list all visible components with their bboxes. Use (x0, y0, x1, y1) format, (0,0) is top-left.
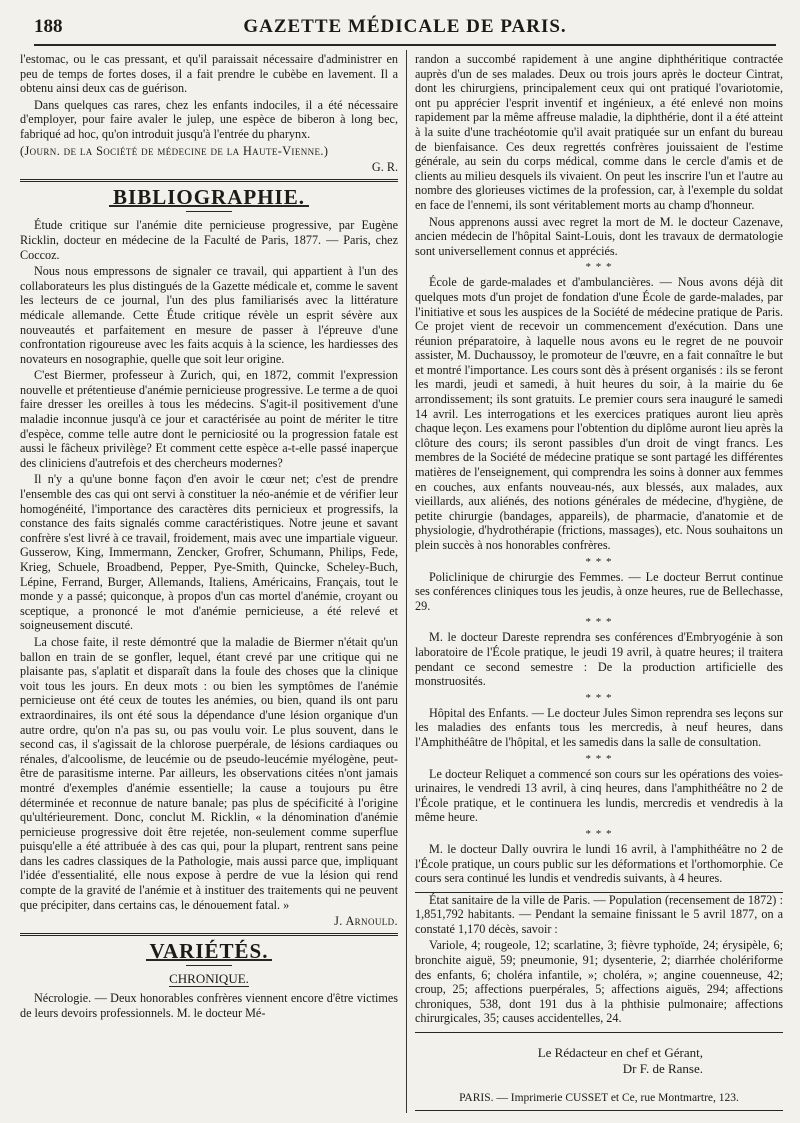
intro-source: (Journ. de la Société de médecine de la Haute-Vienne.) (20, 143, 329, 158)
ornament-stars-4: * * * (585, 691, 613, 704)
necrology-paragraph: Nécrologie. — Deux honorables confrères viennent encore d'être victimes de leurs devoirs professionnels. M. le docteur Mé- (20, 991, 398, 1020)
page-header (34, 10, 776, 46)
etat-sanitaire-paragraph: État sanitaire de la ville de Paris. — Population (recensement de 1872) : 1,851,792 habitants. — Pendant la semaine finissant le 5 avril 1877, on a constaté 1,170 décès, savoir : (415, 892, 783, 936)
bibliography-signature: J. Arnould. (334, 914, 398, 929)
intro-paragraph-2: Dans quelques cas rares, chez les enfants indociles, il a été nécessaire d'employer, pour faire avaler le julep, une espèce de biberon à long bec, fabriqué ad hoc, qu'on introduit jusqu'à l'entrée du pharynx. (20, 97, 398, 141)
editor-box (415, 1032, 783, 1111)
dareste-paragraph: M. le docteur Dareste reprendra ses conférences d'Embryogénie à son laboratoire de l'École pratique, le jeudi 19 avril, à quatre heures; il traitera pendant ce second semestre : De la production artificielle des monstruosités. (415, 630, 783, 689)
varietes-heading (20, 938, 398, 963)
ecole-garde-malades-paragraph: École de garde-malades et d'ambulancières. — Nous avons déjà dit quelques mots d'un projet de fondation d'une École de garde-malades, par l'initiative et sous les auspices de la Société de médecine pratique de Paris. Ce projet vient de recevoir un commencement d'exécution. Dans une réunion préparatoire, à laquelle nous avons eu le regret de ne pouvoir assister, M. Duchaussoy, le promoteur de l'œuvre, en a fait connaître le but et montré l'importance. Les cours sont dès à présent organisés : ils se feront les mardi, jeudi et samedi, à huit heures du soir, à la mairie du 6e arrondissement; ils sont gratuits. Le premier cours sera inauguré le samedi 14 avril. Les interrogations et les exercices pratiques auront lieu après chaque leçon. Les examens pour l'obtention du diplôme auront lieu après la clôture des cours; ils seront passibles d'un droit de vingt francs. Les membres de la Société de médecine pratique se sont partagé les différentes matières de l'enseignement, qui comprendra les soins à donner aux femmes en couches, aux enfants nouveau-nés, aux blessés, aux malades, aux vieillards, aux aliénés, des notions générales de médecine, d'hygiène, de petite chirurgie (bandages, appareils), de pharmacie, d'anatomie et de physiologie, d'hydrothérapie (frictions, massages), etc. Nous souhaitons un plein succès à nos honorables confrères. (415, 275, 783, 552)
printer-line: PARIS. — Imprimerie CUSSET et Ce, rue Montmartre, 123. (459, 1092, 739, 1105)
bibliography-paragraph-3: Il n'y a qu'une bonne façon d'en avoir le cœur net; c'est de prendre l'ensemble des cas qui ont servi à constituer la néo-anémie et de vérifier leur homogénéité, l'importance des caractères dits pernicieux et progressifs, la constance des faits signalés comme caractéristiques. Notre jeune et savant confrère s'est livré à ce travail, froidement, mais avec une impartiale vigueur. Gusserow, King, Immermann, Zencker, Grofrer, Schumann, Philips, Fede, Krieg, Schuele, Broadbend, Pepper, Pye-Smith, Quincke, Scheley-Buch, Lépine, Ferrand, Burger, Allemands, Italiens, Américains, Français, tout le monde y a passé; quiconque, à propos d'un cas mortel d'anémie, croyant ou sceptique, a prononcé le mot d'anémie pernicieuse, a été relevé et soigneusement discuté. (20, 472, 398, 633)
left-column (20, 52, 398, 1022)
chronique-heading (20, 972, 398, 987)
section-separator-2 (20, 933, 398, 936)
bibliography-heading-text: BIBLIOGRAPHIE. (109, 190, 309, 208)
journal-title: GAZETTE MÉDICALE DE PARIS. (243, 16, 567, 37)
bibliography-heading (20, 184, 398, 209)
cazenave-paragraph: Nous apprenons aussi avec regret la mort de M. le docteur Cazenave, ancien médecin de l'hôpital Saint-Louis, dont les travaux de dermatologie sont universellement connus et appréciés. (415, 214, 783, 258)
reliquet-paragraph: Le docteur Reliquet a commencé son cours sur les opérations des voies-urinaires, le vendredi 13 avril, à cinq heures, dans l'amphithéâtre no 2 de l'École pratique, et le continuera les lundis, mercredis et vendredis à la même heure. (415, 766, 783, 825)
ornament-stars-5: * * * (585, 752, 613, 765)
heading-rule-2 (186, 965, 232, 966)
right-column (415, 52, 783, 1111)
ornament-stars-6: * * * (585, 827, 613, 840)
intro-signature: G. R. (371, 160, 398, 175)
ornament-stars-3: * * * (585, 616, 613, 629)
page-number: 188 (34, 16, 63, 37)
editor-line-2: Dr F. de Ranse. (622, 1061, 703, 1077)
chronique-heading-text: CHRONIQUE. (169, 971, 249, 987)
intro-paragraph-1: l'estomac, ou le cas pressant, et qu'il paraissait nécessaire d'administrer en peu de temps de fortes doses, il a fait prendre le cubèbe en lavement. Il a obtenu ainsi deux cas de guérison. (20, 52, 398, 96)
ornament-stars-1: * * * (585, 261, 613, 274)
editor-credit (415, 1045, 783, 1077)
dally-paragraph: M. le docteur Dally ouvrira le lundi 16 avril, à l'amphithéâtre no 2 de l'École pratique, un cours public sur les déformations et l'orthomorphie. Ce cours sera continué les lundis et vendredis suivants, à 4 heures. (415, 841, 783, 886)
bibliography-paragraph-4: La chose faite, il reste démontré que la maladie de Biermer n'était qu'un ballon en train de se gonfler, lequel, étant crevé par une critique qui ne plaisante pas, s'aplatit et disparaît dans la foule des choses que la clinique voit tous les jours. En deux mots : ou bien les symptômes de l'anémie pernicieuse ont été ceux de toutes les anémies, ou bien, quand ils ont paru extraordinaires, ils ont été sous la dépendance d'une lésion organique d'un autre ordre, qu'on n'a pas su, ou pas voulu voir. Le plus souvent, dans le second cas, il s'agissait de la chlorose puerpérale, de lésions cardiaques ou rénales, d'alcoolisme, de leucémie ou de pseudo-leucémie myélogène, peut-être de parasitisme interne. Par ailleurs, les observations citées n'ont jamais montré d'exemples d'anémie essentielle; la cause a toujours pu être déterminée et reconnue de nature banale; pas plus de spécificité à l'origine qu'ultérieurement. Donc, conclut M. Ricklin, « la dénomination d'anémie pernicieuse progressive doit être rejetée, non-seulement comme superflue puisqu'elle a été attribuée à des cas qui, pour la plupart, rentrent sans peine dans les cadres classiques de la Pathologie, mais aussi parce que, impliquant l'idée d'essentialité, elle nous expose à perdre de vue la lésion qui rend compte de la gravité de l'anémie et à instituer des traitements qui ne peuvent que précipiter, dans certains cas, le dénouement fatal. » (20, 634, 398, 912)
ornament-stars-2: * * * (585, 555, 613, 568)
editor-line-1: Le Rédacteur en chef et Gérant, (537, 1045, 703, 1061)
section-separator (20, 179, 398, 182)
policlinique-paragraph: Policlinique de chirurgie des Femmes. — Le docteur Berrut continue ses conférences cliniques tous les jeudis, à onze heures, rue de Bellechasse, 29. (415, 569, 783, 613)
hopital-enfants-paragraph: Hôpital des Enfants. — Le docteur Jules Simon reprendra ses leçons sur les maladies des enfants tous les mercredis, à neuf heures, dans l'Amphithéâtre de l'hôpital, et les samedis dans la salle de consultation. (415, 705, 783, 749)
necrology-continued: randon a succombé rapidement à une angine diphthéritique contractée auprès d'un de ses malades. Deux ou trois jours après le docteur Cintrat, dont les chirurgiens, principalement ceux qui ont pratiqué l'ovariotomie, ont pu apprécier l'esprit inventif et ingénieux, a été enlevé non moins rapidement par la même affreuse maladie, la diphthérie, dont il a été atteint à la suite d'une trachéotomie qu'il avait pratiquée sur un enfant du bureau de bienfaisance. Ces deux regrettés confrères jouissaient de l'estime générale, au sein du corps médical, comme dans le cercle d'amis et de clients au milieu desquels ils vivaient. On peut les inscrire l'un et l'autre au nombre des glorieuses victimes de la profession, car, à l'exemple du soldat en face de l'ennemi, ils sont véritablement morts au champ d'honneur. (415, 52, 783, 212)
column-divider (406, 50, 407, 1113)
heading-rule (186, 211, 232, 212)
varietes-heading-text: VARIÉTÉS. (146, 944, 273, 962)
mortality-list: Variole, 4; rougeole, 12; scarlatine, 3; fièvre typhoïde, 24; érysipèle, 6; bronchite aiguë, 59; pneumonie, 91; dysenterie, 2; diarrhée cholériforme des enfants, 6; choléra infantile, »; choléra, »; angine couenneuse, 42; croup, 25; affections puerpérales, 5; affections aiguës, 294; affections chroniques, 538, dont 191 dus à la phthisie pulmonaire; affections chirurgicales, 35; causes accidentelles, 24. (415, 938, 783, 1026)
bibliography-reference: Étude critique sur l'anémie dite pernicieuse progressive, par Eugène Ricklin, docteur en médecine de la Faculté de Paris, 1877. — Paris, chez Coccoz. (20, 218, 398, 262)
bibliography-paragraph-2: C'est Biermer, professeur à Zurich, qui, en 1872, commit l'expression nouvelle et prétentieuse d'anémie pernicieuse progressive. Le terme a de quoi faire dresser les oreilles à tous les médecins. S'agit-il positivement d'une maladie inconnue jusqu'à ce jour et caractérisée au point de mériter le titre d'espèce, comme telle autre dont le perniciosité ou la progression fatale est aussi le fâcheux privilège? Et comment cette espèce a-t-elle passé inaperçue des cliniciens d'autrefois et des chercheurs modernes? (20, 368, 398, 470)
bibliography-paragraph-1: Nous nous empressons de signaler ce travail, qui appartient à l'un des collaborateurs les plus distingués de la Gazette médicale et, comme le savent les lecteurs de ce journal, l'un des plus familiarisés avec la littérature médicale allemande. Cette Étude critique révèle un esprit sévère aux nouveautés et parfaitement en mesure de passer à l'épreuve d'une confrontation rigoureuse avec les faits acquis à la science, les hardiesses des novateurs en nosographie, quelle que soit leur origine. (20, 264, 398, 366)
